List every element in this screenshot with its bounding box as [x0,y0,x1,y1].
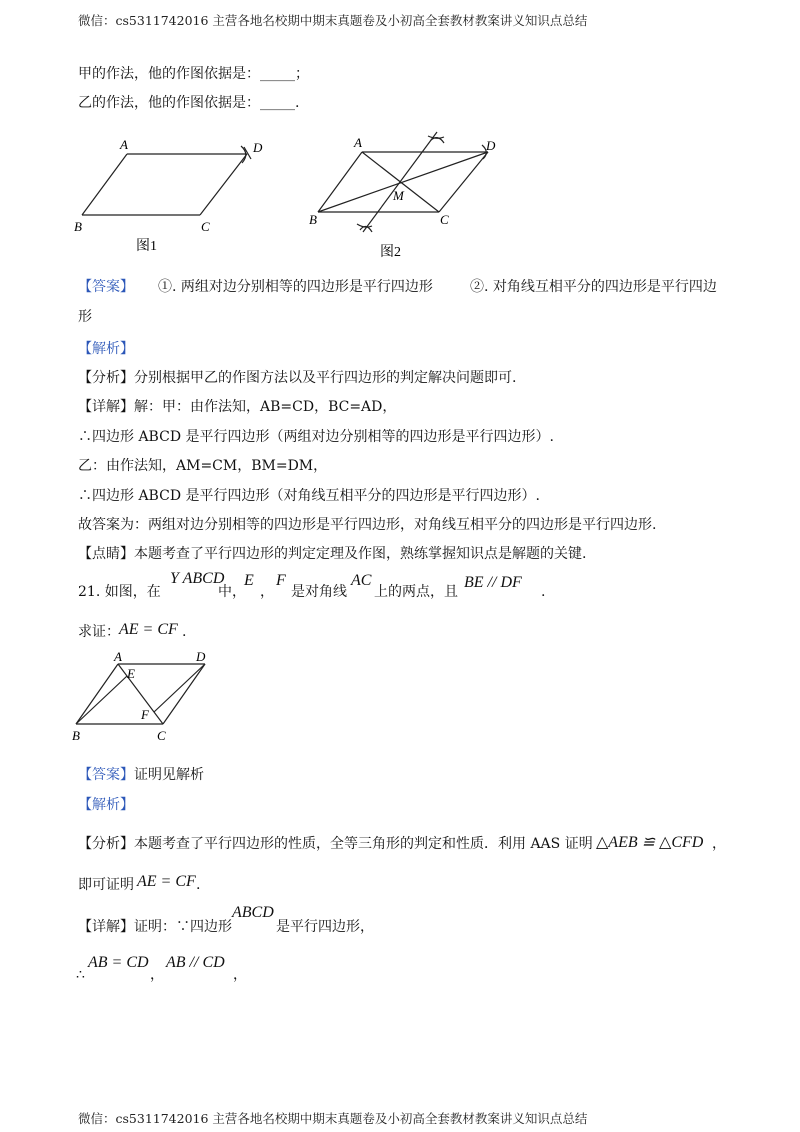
fig2-caption: 图2 [380,245,401,260]
q21-edge-AB [76,664,118,724]
q21-congruence: △AEB ≌ △CFD [596,834,704,851]
q21-stem-a: 21. 如图，在 [78,584,161,600]
q21-answer-text: 证明见解析 [134,767,204,783]
q21-label-C: C [157,728,166,743]
q21-line-a: 即可证明 [78,877,134,893]
q21-line-c: . [196,877,201,893]
fig2-label-C: C [440,212,449,227]
fig2-edge-AB [318,152,362,212]
q21-line-b: AE = CF [137,873,196,890]
q21-condition: BE // DF [464,574,522,591]
q20-answer-part1: ①. 两组对边分别相等的四边形是平行四边形 [158,279,433,295]
q21-eq2: AB // CD [166,954,225,971]
q20-xiangjie-text: 解：甲：由作法知，AB=CD，BC=AD， [134,399,397,415]
yi-method-line: 乙的作法，他的作图依据是：_____. [78,95,300,111]
q21-xiangjie-tag: 【详解】 [78,919,134,935]
fig1-caption: 图1 [136,239,157,254]
q21-sep: ， [150,967,164,983]
fig1-label-A: A [120,137,128,152]
q21-fenxi [78,835,593,853]
fig1-edge-CD [200,154,247,215]
fig2-label-M: M [393,188,404,203]
q21-period: . [541,584,546,600]
q21-stem-c: 是对角线 [291,584,347,600]
q20-dianjing-tag: 【点睛】 [78,546,134,562]
q20-answer-continuation: 形 [78,309,92,325]
q20-analysis-tag: 【解析】 [78,341,134,357]
page-header: 微信：cs5311742016 主营各地名校期中期末真题卷及小初高全套教材教案讲义知识点总结 [78,13,588,28]
fig2-label-A: A [354,135,362,150]
q21-figure [68,648,238,748]
q21-label-A: A [114,649,122,664]
fig2-diagonal-BD [318,152,488,212]
q21-fenxi-end: ， [712,836,726,852]
q21-xj-a: 证明：∵四边形 [134,919,232,935]
q21-therefore: ∴ [76,967,85,983]
figure-2 [300,126,520,266]
q21-prove-a: 求证： [78,624,120,640]
q21-prove-b: AE = CF [119,621,178,638]
q21-segment-DF [154,664,205,712]
fig1-edge-AB [82,154,127,215]
q21-end: ， [233,967,247,983]
q20-answer-tag: 【答案】 [78,279,134,295]
q21-label-F: F [141,707,149,722]
q20-xiangjie-tag: 【详解】 [78,399,134,415]
figure-1 [70,132,270,262]
q20-fenxi-tag: 【分析】 [78,370,134,386]
q20-fenxi-text: 分别根据甲乙的作图方法以及平行四边形的判定解决问题即可. [134,370,517,386]
q21-edge-CD [163,664,205,724]
q21-comma: ， [260,584,274,600]
q21-diagonal-AC: AC [351,572,372,589]
q20-line4: 故答案为：两组对边分别相等的四边形是平行四边形，对角线互相平分的四边形是平行四边形. [78,517,657,533]
q21-answer [78,766,204,784]
q21-xj-b: 是平行四边形， [276,919,374,935]
q20-line3: ∴四边形 ABCD 是平行四边形（对角线互相平分的四边形是平行四边形）. [78,488,540,504]
q21-fenxi-tag: 【分析】 [78,836,134,852]
jia-method-line: 甲的作法，他的作图依据是：_____； [78,66,309,82]
q21-label-E: E [127,666,135,681]
fig1-label-D: D [253,140,263,155]
fig1-label-B: B [74,219,82,234]
q21-eq1: AB = CD [88,954,149,971]
q21-xj-abcd: ABCD [232,904,274,921]
q20-dianjing-text: 本题考查了平行四边形的判定定理及作图，熟练掌握知识点是解题的关键. [134,546,587,562]
fig2-label-B: B [309,212,317,227]
q20-xiangjie [78,398,396,416]
q21-analysis-tag: 【解析】 [78,797,134,813]
q21-label-D: D [196,649,206,664]
q20-answer-part2: ②. 对角线互相平分的四边形是平行四边 [470,279,717,295]
q20-line1: ∴四边形 ABCD 是平行四边形（两组对边分别相等的四边形是平行四边形）. [78,429,554,445]
fig2-label-D: D [486,138,496,153]
q21-label-B: B [72,728,80,743]
q20-line2: 乙：由作法知，AM=CM，BM=DM， [78,458,328,474]
q21-point-E: E [244,572,254,589]
q20-dianjing [78,545,586,563]
q21-parallelogram-symbol: Y ABCD [170,570,225,587]
page-footer: 微信：cs5311742016 主营各地名校期中期末真题卷及小初高全套教材教案讲义知识点总结 [78,1111,588,1126]
q21-stem-d: 上的两点，且 [374,584,458,600]
q20-fenxi [78,369,516,387]
fig2-bisector-line [363,132,437,232]
fig1-label-C: C [201,219,210,234]
q21-prove-c: . [182,624,187,640]
q21-xiangjie [78,918,232,936]
q21-answer-tag: 【答案】 [78,767,134,783]
q21-segment-BE [76,676,127,724]
q21-stem-b: 中， [218,584,246,600]
q21-point-F: F [276,572,286,589]
q21-fenxi-text: 本题考查了平行四边形的性质，全等三角形的判定和性质．利用 AAS 证明 [134,836,593,852]
